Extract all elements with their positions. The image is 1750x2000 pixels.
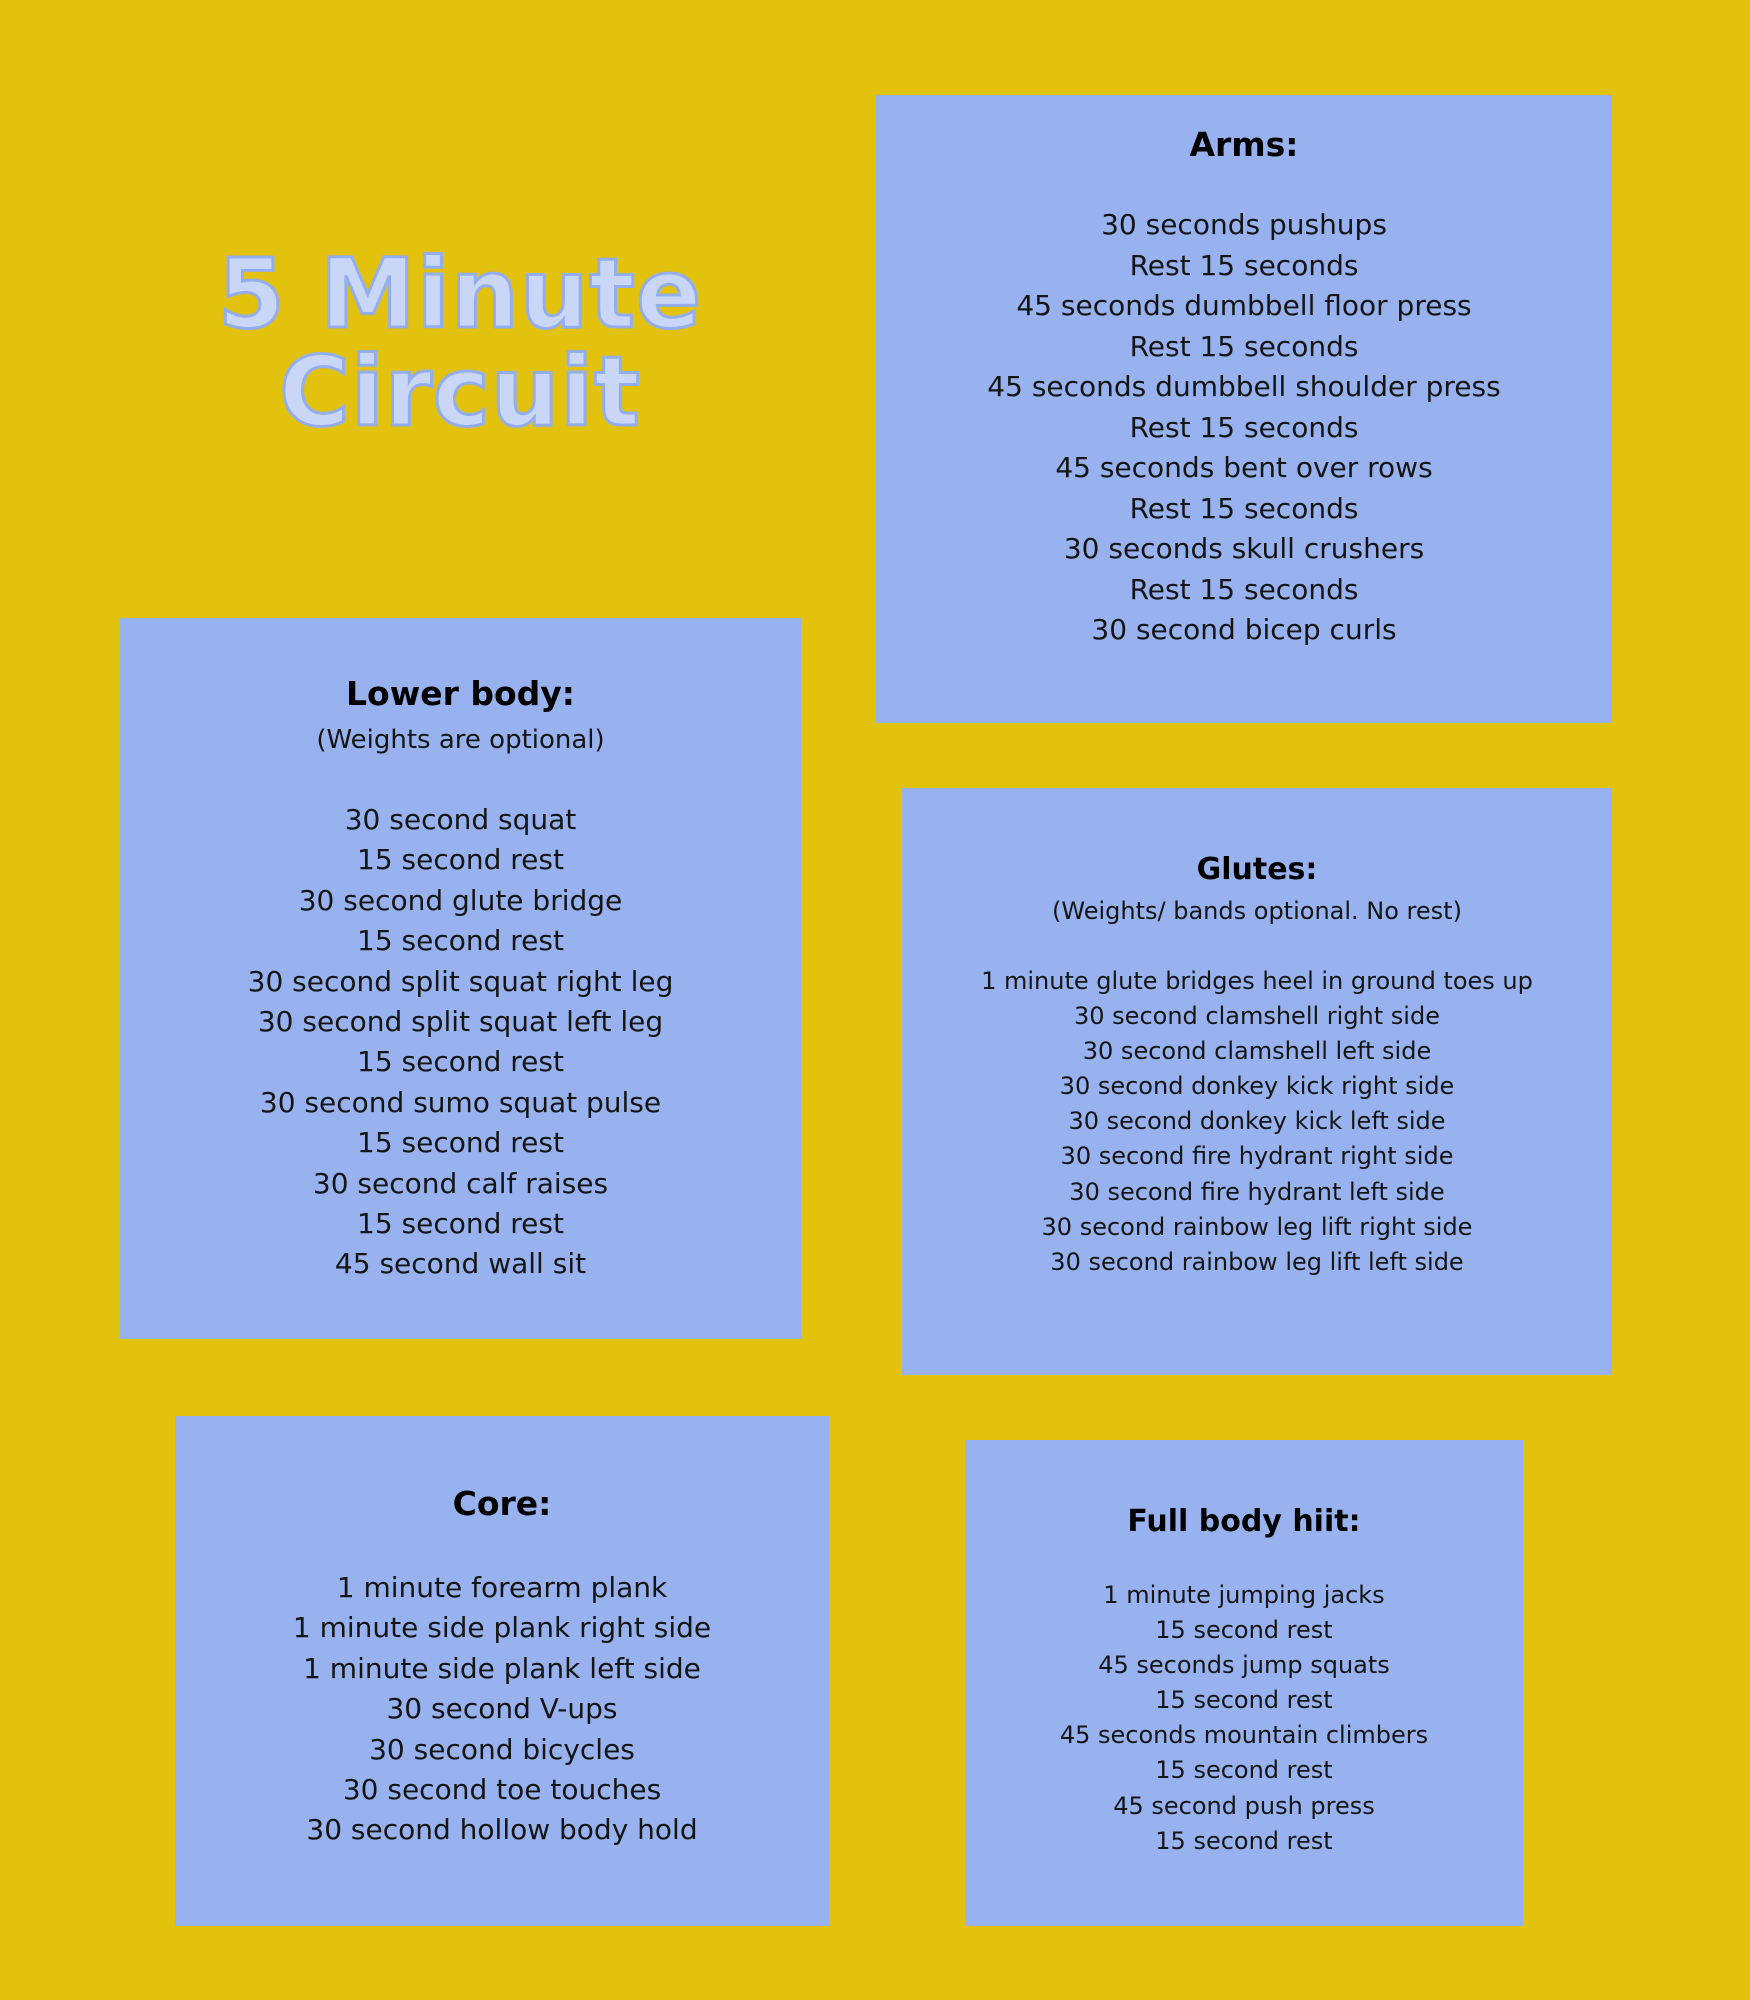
exercise-item: 45 seconds bent over rows: [1055, 451, 1433, 484]
exercise-item: 15 second rest: [1155, 1826, 1333, 1855]
exercise-item: 30 second split squat right leg: [247, 964, 674, 998]
full-body-hiit-exercise-list: [965, 1578, 1523, 1859]
exercise-item: 15 second rest: [1155, 1756, 1333, 1785]
exercise-item: Rest 15 seconds: [1129, 410, 1359, 444]
exercise-item: 30 seconds pushups: [1101, 208, 1387, 241]
exercise-item: 30 second calf raises: [312, 1166, 609, 1200]
glutes-exercise-list: [902, 964, 1612, 1280]
title-line-1: 5 Minute: [217, 238, 703, 350]
exercise-item: 30 second split squat left leg: [257, 1005, 664, 1039]
exercise-item: 30 second fire hydrant right side: [1060, 1142, 1454, 1171]
exercise-item: 30 second donkey kick left side: [1068, 1107, 1446, 1136]
full-body-hiit-heading: Full body hiit:: [1127, 1504, 1361, 1539]
exercise-item: 1 minute side plank left side: [303, 1651, 701, 1685]
exercise-item: 45 seconds mountain climbers: [1059, 1721, 1429, 1750]
exercise-item: Rest 15 seconds: [1129, 572, 1359, 606]
core-exercise-list: [175, 1568, 829, 1851]
lower-body-note: (Weights are optional): [316, 725, 605, 755]
exercise-item: 30 second fire hydrant left side: [1069, 1177, 1445, 1206]
full-body-hiit-panel: [965, 1440, 1523, 1926]
exercise-item: Rest 15 seconds: [1129, 248, 1359, 282]
exercise-item: 15 second rest: [357, 1045, 564, 1079]
exercise-item: 15 second rest: [357, 1207, 564, 1241]
exercise-item: 30 second hollow body hold: [306, 1813, 698, 1847]
exercise-item: 1 minute glute bridges heel in ground toes up: [981, 967, 1533, 995]
exercise-item: Rest 15 seconds: [1129, 491, 1359, 525]
arms-exercise-list: [876, 205, 1612, 651]
exercise-item: 30 second clamshell left side: [1082, 1037, 1432, 1066]
core-heading: Core:: [452, 1484, 552, 1523]
exercise-item: 45 seconds dumbbell floor press: [1016, 289, 1472, 322]
arms-heading: Arms:: [1189, 125, 1299, 164]
exercise-item: 30 second bicep curls: [1091, 613, 1397, 646]
lower-body-exercise-list: [120, 800, 801, 1285]
exercise-item: 30 second V-ups: [386, 1692, 618, 1726]
exercise-item: 1 minute jumping jacks: [1103, 1581, 1385, 1609]
exercise-item: 30 second sumo squat pulse: [259, 1085, 662, 1119]
exercise-item: 1 minute forearm plank: [336, 1571, 668, 1604]
exercise-item: 45 seconds jump squats: [1098, 1651, 1390, 1680]
exercise-item: 45 second push press: [1113, 1791, 1375, 1820]
exercise-item: 15 second rest: [1155, 1686, 1333, 1715]
exercise-item: 45 seconds dumbbell shoulder press: [987, 370, 1501, 403]
exercise-item: 30 second rainbow leg lift left side: [1050, 1247, 1464, 1276]
glutes-panel: [902, 788, 1612, 1375]
exercise-item: Rest 15 seconds: [1129, 329, 1359, 363]
exercise-item: 30 second donkey kick right side: [1059, 1072, 1455, 1101]
glutes-note: (Weights/ bands optional. No rest): [1052, 897, 1462, 925]
exercise-item: 30 second squat: [344, 803, 577, 836]
exercise-item: 15 second rest: [1155, 1616, 1333, 1645]
page-title: [130, 238, 790, 448]
title-line-2: Circuit: [279, 336, 641, 448]
exercise-item: 15 second rest: [357, 1126, 564, 1160]
exercise-item: 30 second clamshell right side: [1074, 1002, 1440, 1031]
exercise-item: 30 seconds skull crushers: [1063, 532, 1425, 565]
lower-body-heading: Lower body:: [346, 674, 575, 713]
exercise-item: 30 second bicycles: [369, 1732, 635, 1766]
exercise-item: 30 second glute bridge: [298, 883, 623, 917]
core-panel: [175, 1416, 829, 1926]
exercise-item: 1 minute side plank right side: [292, 1611, 712, 1645]
exercise-item: 30 second toe touches: [342, 1773, 662, 1807]
arms-panel: [876, 95, 1612, 723]
lower-body-panel: [120, 618, 801, 1339]
exercise-item: 30 second rainbow leg lift right side: [1041, 1212, 1473, 1241]
exercise-item: 15 second rest: [357, 924, 564, 958]
exercise-item: 15 second rest: [357, 843, 564, 877]
exercise-item: 45 second wall sit: [334, 1247, 587, 1281]
glutes-heading: Glutes:: [1196, 852, 1318, 887]
